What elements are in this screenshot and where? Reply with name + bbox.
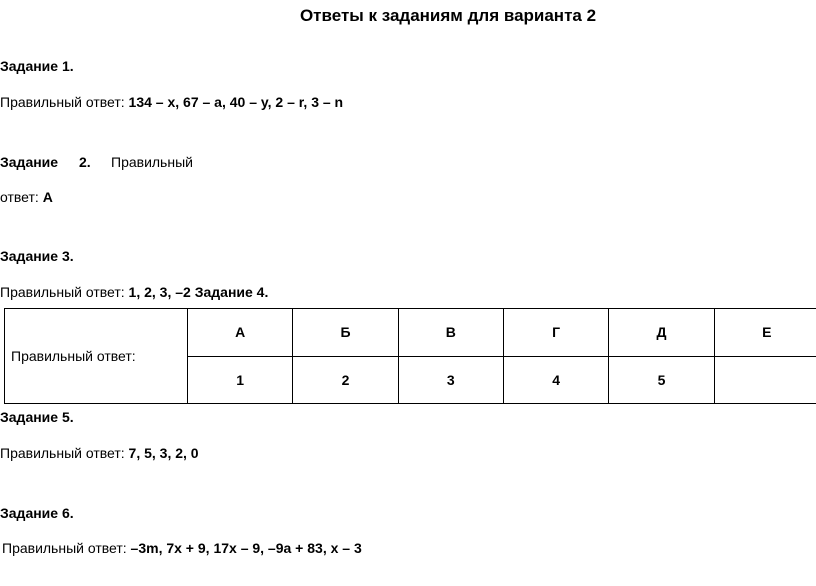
task-6-answer-line (2, 540, 362, 556)
task-6-answer-label: Правильный ответ: (2, 540, 127, 556)
task-5-answer-line (0, 445, 199, 461)
letter-cell-v: В (398, 309, 503, 357)
task-1-heading: Задание 1. (0, 58, 74, 74)
task-4-heading: Задание 4. (194, 284, 269, 300)
number-cell-e (714, 356, 816, 404)
task-6-heading: Задание 6. (0, 505, 74, 521)
task-2-heading-number: 2. (79, 154, 91, 170)
task-4-answer-table (4, 308, 816, 404)
task-3-answer-label: Правильный ответ: (0, 284, 125, 300)
task-2-answer: А (42, 189, 53, 205)
task-1-answer: 134 – x, 67 – a, 40 – y, 2 – r, 3 – n (128, 94, 344, 110)
page-title: Ответы к заданиям для варианта 2 (299, 6, 597, 25)
letter-cell-g: Г (503, 309, 608, 357)
table-row-letters (5, 309, 816, 357)
task-2-answer-label-part2: ответ: (0, 189, 39, 205)
task-4-row-label: Правильный ответ: (5, 309, 188, 404)
task-6-answer: –3m, 7x + 9, 17x – 9, –9a + 83, x – 3 (130, 540, 362, 556)
task-2-answer-line (0, 189, 53, 205)
task-2-answer-label-part1: Правильный (111, 154, 193, 170)
task-5-heading: Задание 5. (0, 409, 74, 425)
letter-cell-e: Е (714, 309, 816, 357)
task-2-heading-word: Задание (0, 154, 59, 170)
task-1-answer-line (0, 94, 343, 110)
letter-cell-b: Б (293, 309, 398, 357)
task-1-answer-label: Правильный ответ: (0, 94, 125, 110)
letter-cell-a: А (188, 309, 293, 357)
task-3-answer: 1, 2, 3, –2 (128, 284, 191, 300)
task-3-heading: Задание 3. (0, 248, 74, 264)
number-cell-b: 2 (293, 356, 398, 404)
number-cell-a: 1 (188, 356, 293, 404)
letter-cell-d: Д (609, 309, 714, 357)
number-cell-v: 3 (398, 356, 503, 404)
task-3-answer-line (0, 284, 268, 300)
task-5-answer: 7, 5, 3, 2, 0 (128, 445, 199, 461)
number-cell-g: 4 (503, 356, 608, 404)
number-cell-d: 5 (609, 356, 714, 404)
task-5-answer-label: Правильный ответ: (0, 445, 125, 461)
